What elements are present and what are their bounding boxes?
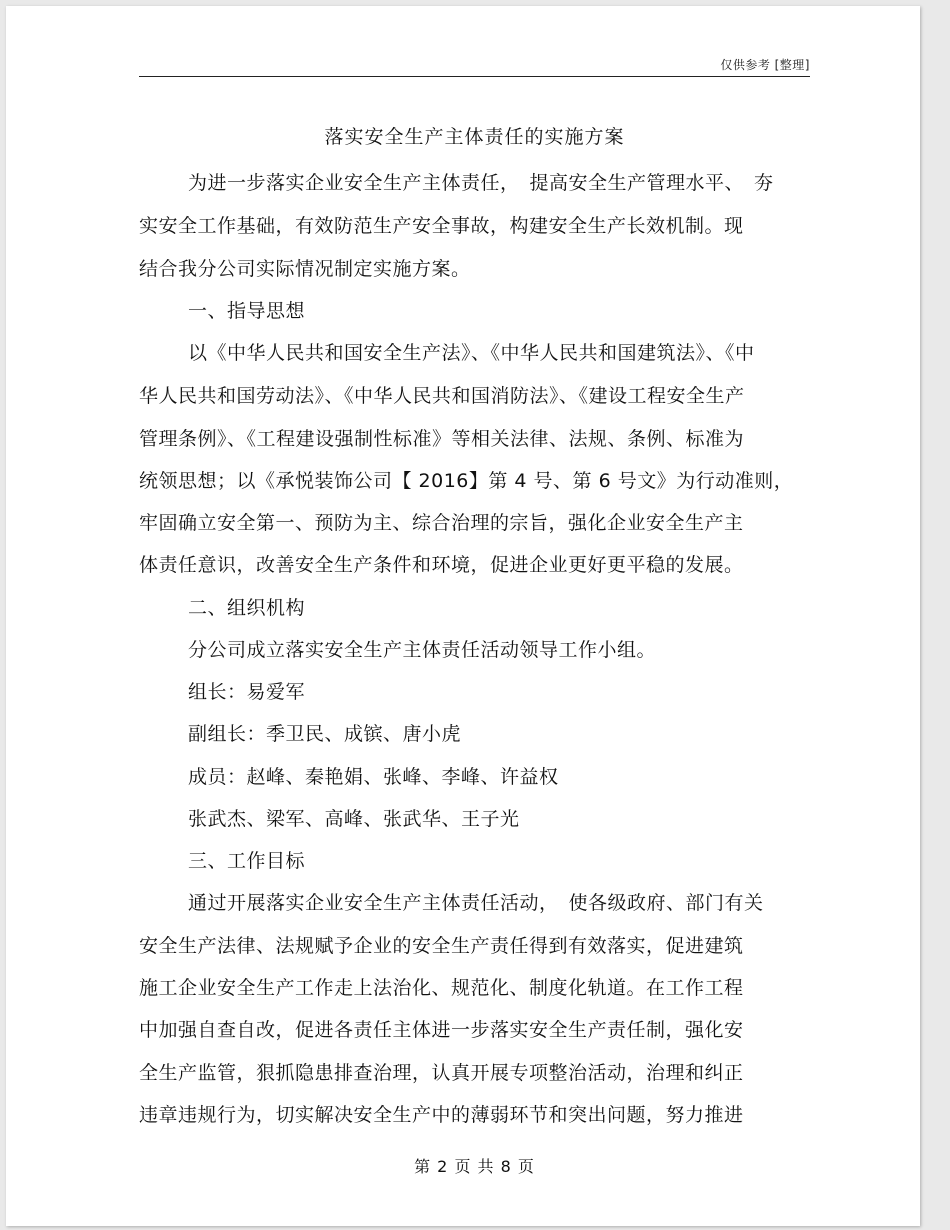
body-line: 中加强自查自改，促进各责任主体进一步落实安全生产责任制，强化安 bbox=[139, 1019, 744, 1041]
header-rule bbox=[139, 76, 810, 77]
body-line: 结合我分公司实际情况制定实施方案。 bbox=[139, 258, 471, 280]
body-line: 通过开展落实企业安全生产主体责任活动， 使各级政府、部门有关 bbox=[188, 892, 764, 914]
body-line: 管理条例》、《工程建设强制性标准》等相关法律、法规、条例、标准为 bbox=[139, 428, 745, 450]
body-line: 违章违规行为，切实解决安全生产中的薄弱环节和突出问题，努力推进 bbox=[139, 1104, 744, 1126]
body-line: 张武杰、梁军、高峰、张武华、王子光 bbox=[188, 808, 520, 830]
body-line: 成员：赵峰、秦艳娟、张峰、李峰、许益权 bbox=[188, 766, 559, 788]
body-line: 全生产监管，狠抓隐患排查治理，认真开展专项整治活动，治理和纠正 bbox=[139, 1062, 744, 1084]
body-line: 体责任意识，改善安全生产条件和环境，促进企业更好更平稳的发展。 bbox=[139, 554, 744, 576]
body-line: 华人民共和国劳动法》、《中华人民共和国消防法》、《建设工程安全生产 bbox=[139, 385, 745, 407]
body-line: 组长：易爱军 bbox=[188, 681, 306, 703]
page-number: 第 2 页 共 8 页 bbox=[414, 1157, 535, 1176]
header-note: 仅供参考 [整理] bbox=[720, 58, 810, 72]
body-line: 为进一步落实企业安全生产主体责任， 提高安全生产管理水平、 夯 bbox=[188, 172, 774, 194]
body-line: 副组长：季卫民、成镔、唐小虎 bbox=[188, 723, 462, 745]
body-line: 实安全工作基础，有效防范生产安全事故，构建安全生产长效机制。现 bbox=[139, 215, 744, 237]
body-line: 安全生产法律、法规赋予企业的安全生产责任得到有效落实，促进建筑 bbox=[139, 935, 744, 957]
document-title: 落实安全生产主体责任的实施方案 bbox=[324, 126, 625, 148]
body-line: 牢固确立安全第一、预防为主、综合治理的宗旨，强化企业安全生产主 bbox=[139, 512, 744, 534]
section-heading: 二、组织机构 bbox=[188, 597, 306, 619]
document-page bbox=[6, 6, 920, 1226]
body-line: 统领思想；以《承悦装饰公司【 2016】第 4 号、第 6 号文》为行动准则， bbox=[139, 470, 794, 492]
section-heading: 三、工作目标 bbox=[188, 850, 306, 872]
body-line: 以《中华人民共和国安全生产法》、《中华人民共和国建筑法》、《中 bbox=[188, 342, 755, 364]
body-line: 施工企业安全生产工作走上法治化、规范化、制度化轨道。在工作工程 bbox=[139, 977, 744, 999]
section-heading: 一、指导思想 bbox=[188, 300, 306, 322]
body-line: 分公司成立落实安全生产主体责任活动领导工作小组。 bbox=[188, 639, 657, 661]
